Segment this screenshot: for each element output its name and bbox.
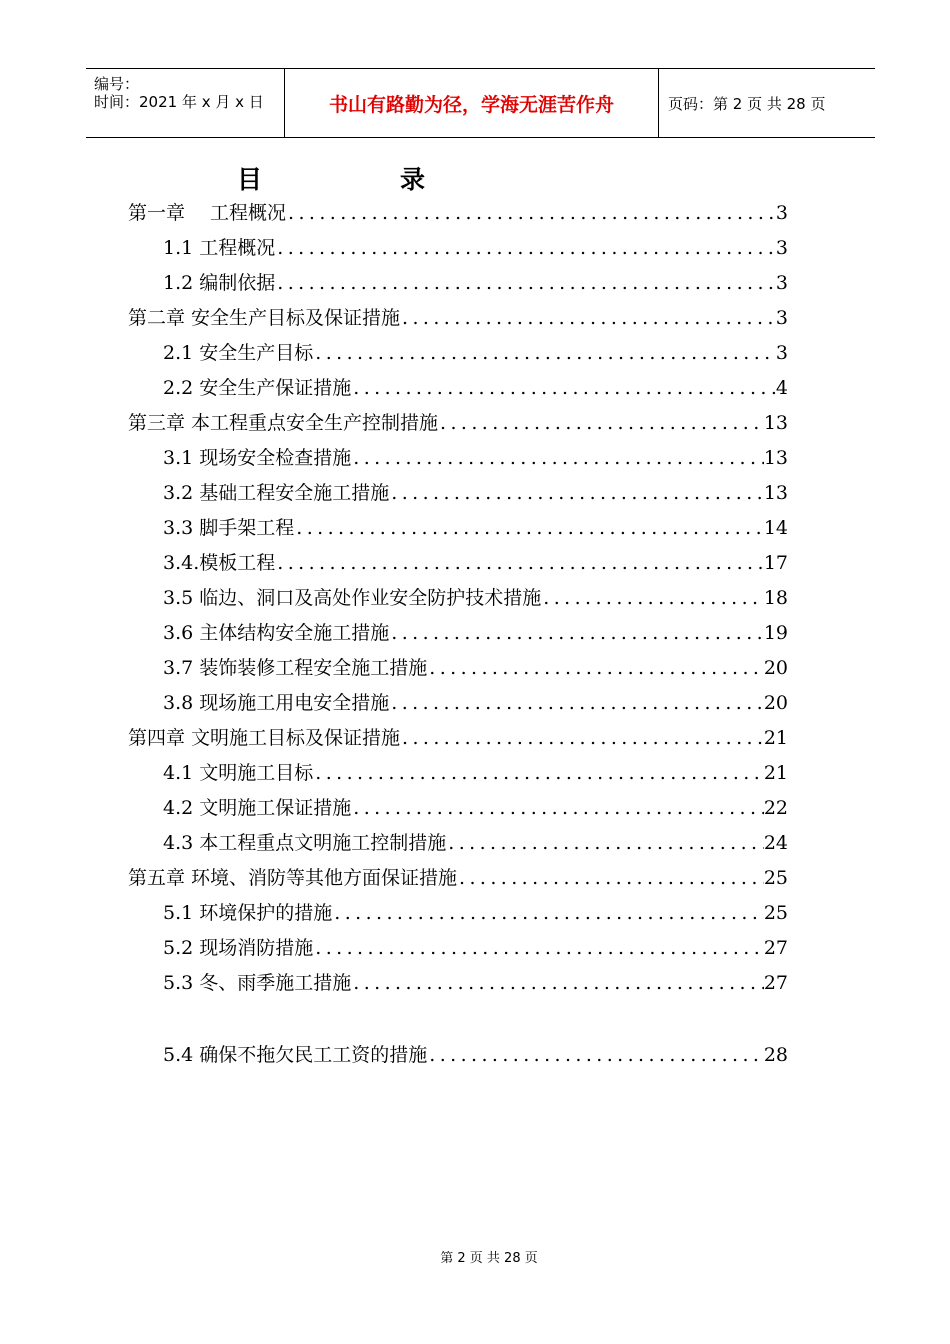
toc-entry-leader (457, 867, 764, 889)
toc-entry[interactable] (128, 198, 788, 226)
toc-entry[interactable] (163, 968, 788, 996)
toc-entry[interactable] (163, 338, 788, 366)
toc-entry-page: 25 (763, 902, 788, 924)
toc-entry-label: 4.1 文明施工目标 (163, 762, 314, 784)
toc-entry[interactable] (163, 443, 788, 471)
toc-entry[interactable] (163, 233, 788, 261)
toc-entry-page: 13 (763, 482, 788, 504)
toc-entry-page: 3 (775, 237, 788, 259)
toc-entry[interactable] (128, 723, 788, 751)
toc-entry-page: 3 (775, 342, 788, 364)
toc-entry-page: 17 (763, 552, 788, 574)
toc-entry[interactable] (163, 653, 788, 681)
toc-entry-leader (438, 412, 764, 434)
document-time-label: 时间：2021 年 x 月 x 日 (94, 93, 264, 111)
toc-entry-leader (427, 657, 764, 679)
toc-entry-page: 19 (763, 622, 788, 644)
toc-entry-page: 25 (763, 867, 788, 889)
toc-entry-label: 3.4.模板工程 (163, 552, 276, 574)
toc-entry[interactable] (128, 303, 788, 331)
toc-entry-leader (313, 342, 776, 364)
toc-entry[interactable] (163, 513, 788, 541)
toc-entry[interactable] (128, 863, 788, 891)
toc-entry-page: 18 (763, 587, 788, 609)
toc-entry[interactable] (163, 618, 788, 646)
toc-entry[interactable] (163, 548, 788, 576)
toc-entry-leader (313, 762, 764, 784)
toc-entry-page: 3 (775, 202, 788, 224)
toc-entry-leader (427, 1044, 764, 1066)
toc-entry-label: 4.2 文明施工保证措施 (163, 797, 352, 819)
toc-entry-leader (389, 622, 764, 644)
toc-entry[interactable] (163, 758, 788, 786)
toc-entry-label: 2.1 安全生产目标 (163, 342, 314, 364)
toc-entry-label: 第四章 文明施工目标及保证措施 (128, 727, 401, 749)
toc-entry-page: 21 (763, 727, 788, 749)
toc-title-right: 录 (400, 165, 426, 194)
toc-entry[interactable] (163, 583, 788, 611)
toc-entry[interactable] (163, 898, 788, 926)
toc-entry[interactable] (163, 933, 788, 961)
toc-entry-page: 27 (763, 972, 788, 994)
toc-entry[interactable] (163, 478, 788, 506)
toc-entry-label: 3.3 脚手架工程 (163, 517, 295, 539)
toc-entry-label: 3.1 现场安全检查措施 (163, 447, 352, 469)
toc-entry-label: 2.2 安全生产保证措施 (163, 377, 352, 399)
toc-entry-page: 13 (763, 412, 788, 434)
toc-entry[interactable] (163, 1040, 788, 1068)
toc-entry[interactable] (163, 373, 788, 401)
toc-entry-leader (351, 377, 776, 399)
toc-entry[interactable] (163, 828, 788, 856)
header-motto: 书山有路勤为径，学海无涯苦作舟 (285, 69, 659, 137)
toc-entry-leader (389, 692, 764, 714)
toc-entry-leader (332, 902, 764, 924)
toc-entry-label: 3.7 装饰装修工程安全施工措施 (163, 657, 428, 679)
toc-entry-leader (294, 517, 764, 539)
toc-entry[interactable] (163, 688, 788, 716)
toc-entry-leader (446, 832, 764, 854)
toc-entry-label: 第三章 本工程重点安全生产控制措施 (128, 412, 439, 434)
toc-entry-page: 3 (775, 272, 788, 294)
toc-entry-page: 22 (763, 797, 788, 819)
toc-entry-label: 3.8 现场施工用电安全措施 (163, 692, 390, 714)
document-number-label: 编号： (94, 75, 140, 93)
toc-entry-label: 第五章 环境、消防等其他方面保证措施 (128, 867, 458, 889)
toc-entry-page: 24 (763, 832, 788, 854)
toc-entry-page: 27 (763, 937, 788, 959)
toc-entry-label: 1.2 编制依据 (163, 272, 276, 294)
toc-entry-leader (351, 447, 764, 469)
toc-title-left: 目 (237, 165, 263, 194)
toc-entry-page: 20 (763, 692, 788, 714)
toc-entry-leader (275, 272, 776, 294)
toc-entry[interactable] (128, 408, 788, 436)
toc-entry-label: 5.4 确保不拖欠民工工资的措施 (163, 1044, 428, 1066)
toc-entry-leader (275, 552, 764, 574)
toc-entry-page: 20 (763, 657, 788, 679)
toc-entry-leader (400, 727, 764, 749)
toc-entry-leader (275, 237, 776, 259)
toc-entry-leader (400, 307, 776, 329)
toc-entry-page: 28 (763, 1044, 788, 1066)
toc-entry-leader (286, 202, 776, 224)
toc-entry-label: 3.2 基础工程安全施工措施 (163, 482, 390, 504)
toc-entry-label: 3.5 临边、洞口及高处作业安全防护技术措施 (163, 587, 542, 609)
toc-entry-page: 3 (775, 307, 788, 329)
toc-entry-leader (389, 482, 764, 504)
toc-entry-label: 5.3 冬、雨季施工措施 (163, 972, 352, 994)
toc-entry-label: 4.3 本工程重点文明施工控制措施 (163, 832, 447, 854)
toc-entry-leader (351, 972, 764, 994)
toc-entry-label: 第二章 安全生产目标及保证措施 (128, 307, 401, 329)
toc-entry-label: 5.1 环境保护的措施 (163, 902, 333, 924)
toc-entry-page: 4 (775, 377, 788, 399)
toc-entry[interactable] (163, 268, 788, 296)
toc-entry-label: 5.2 现场消防措施 (163, 937, 314, 959)
header-page-info: 页码：第 2 页 共 28 页 (668, 94, 826, 113)
toc-entry-page: 21 (763, 762, 788, 784)
toc-entry-label: 3.6 主体结构安全施工措施 (163, 622, 390, 644)
toc-entry-page: 13 (763, 447, 788, 469)
toc-entry-label: 第一章 工程概况 (128, 202, 287, 224)
toc-entry-page: 14 (763, 517, 788, 539)
toc-entry-leader (351, 797, 764, 819)
page-footer: 第 2 页 共 28 页 (440, 1251, 538, 1266)
toc-entry[interactable] (163, 793, 788, 821)
toc-entry-leader (313, 937, 764, 959)
toc-entry-label: 1.1 工程概况 (163, 237, 276, 259)
toc-entry-leader (541, 587, 764, 609)
